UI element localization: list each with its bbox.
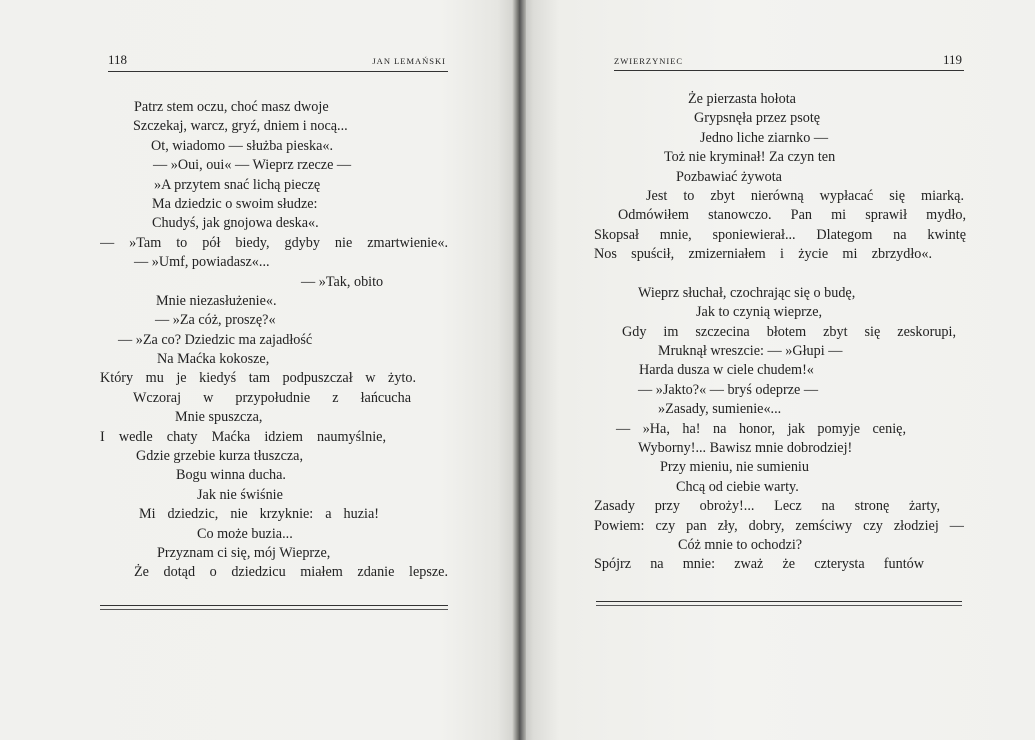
left-text-line: Gdzie grzebie kurza tłuszcza,	[136, 448, 304, 465]
left-text-line: Mi dziedzic, nie krzyknie: a huzia!	[139, 506, 379, 523]
right-text-line: Przy mieniu, nie sumieniu	[660, 459, 809, 476]
left-text-line: Na Maćka kokosze,	[157, 351, 270, 368]
left-text-line: — »Za co? Dziedzic ma zajadłość	[118, 331, 313, 348]
left-text-line: Jak nie świśnie	[197, 486, 283, 503]
right-text-line: »Zasady, sumienie«...	[658, 401, 782, 418]
right-text-line: Mruknął wreszcie: — »Głupi —	[658, 343, 843, 360]
left-text-line: »A przytem snać lichą pieczę	[154, 176, 321, 193]
right-text-line: Toż nie kryminał! Za czyn ten	[664, 149, 836, 166]
left-text-line: — »Tam to pół biedy, gdyby nie zmartwienie«.	[100, 234, 448, 251]
right-running-head	[614, 52, 962, 68]
left-text-line: Że dotąd o dziedzicu miałem zdanie lepsze.	[134, 564, 448, 581]
right-poem-text	[594, 90, 966, 575]
right-text-line: — »Ha, ha! na honor, jak pomyje cenię,	[616, 420, 906, 437]
left-text-line: Mnie niezasłużenie«.	[156, 292, 277, 309]
left-text-line: Bogu winna ducha.	[176, 467, 286, 484]
right-text-line: Że pierzasta hołota	[688, 91, 796, 107]
right-text-line: Spójrz na mnie: zważ że czterysta funtów	[594, 556, 924, 573]
left-text-line: — »Tak, obito	[301, 273, 384, 290]
right-text-line: Grypsnęła przez psotę	[694, 110, 821, 127]
left-text-line: Ot, wiadomo — służba pieska«.	[151, 137, 334, 154]
left-footer-rule	[100, 605, 448, 610]
right-text-line: Powiem: czy pan zły, dobry, zemściwy czy złodziej —	[594, 517, 964, 534]
left-text-line: Chudyś, jak gnojowa deska«.	[152, 215, 319, 232]
left-text-line: — »Umf, powiadasz«...	[134, 254, 270, 271]
right-page-number: 119	[942, 52, 962, 67]
right-text-line: Gdy im szczecina błotem zbyt się zeskorupi,	[622, 323, 956, 340]
right-text-line: Nos spuścił, zmizerniałem i życie mi zbrzydło«.	[594, 246, 932, 263]
right-text-line: Wyborny!... Bawisz mnie dobrodziej!	[638, 440, 853, 457]
book-gutter	[512, 0, 526, 740]
right-text-line: Wieprz słuchał, czochrając się o budę,	[638, 284, 856, 301]
left-poem-text	[100, 98, 448, 583]
left-text-line: Który mu je kiedyś tam podpuszczał w żyto.	[100, 370, 416, 387]
left-running-title: JAN LEMAŃSKI	[372, 56, 446, 66]
left-text-line: Wczoraj w przypołudnie z łańcucha	[133, 389, 411, 406]
right-text-line: Jak to czynią wieprze,	[696, 304, 823, 321]
left-text-line: I wedle chaty Maćka idziem naumyślnie,	[100, 428, 386, 445]
right-footer-rule	[596, 601, 962, 606]
right-text-line: Odmówiłem stanowczo. Pan mi sprawił mydło,	[618, 207, 966, 224]
right-text-line: — »Jakto?« — bryś odeprze —	[638, 381, 819, 398]
right-text-line	[594, 265, 966, 284]
right-text-line: Jest to zbyt nierówną wypłacać się miarką.	[646, 187, 964, 204]
left-text-line: — »Za cóż, proszę?«	[155, 312, 276, 329]
right-running-title: ZWIERZYNIEC	[614, 56, 684, 66]
right-text-line: Jedno liche ziarnko —	[700, 129, 829, 146]
left-running-head	[108, 52, 446, 68]
right-text-line: Chcą od ciebie warty.	[676, 478, 799, 495]
right-header-rule	[614, 70, 964, 71]
left-text-line: — »Oui, oui« — Wieprz rzecze —	[153, 157, 352, 174]
left-text-line: Co może buzia...	[197, 525, 293, 542]
left-text-line: Ma dziedzic o swoim słudze:	[152, 195, 318, 212]
right-text-line: Zasady przy obroży!... Lecz na stronę żarty,	[594, 498, 940, 515]
right-text-line: Harda dusza w ciele chudem!«	[639, 362, 814, 379]
right-text-line: Cóż mnie to ochodzi?	[678, 536, 803, 553]
left-page-number: 118	[108, 52, 128, 67]
left-text-line: Patrz stem oczu, choć masz dwoje	[134, 99, 329, 115]
left-text-line: Mnie spuszcza,	[175, 409, 263, 426]
right-text-line: Pozbawiać żywota	[676, 168, 782, 185]
left-header-rule	[108, 71, 448, 72]
right-text-line: Skopsał mnie, sponiewierał... Dlategom na kwintę	[594, 226, 966, 243]
left-text-line: Przyznam ci się, mój Wieprze,	[157, 544, 331, 561]
left-text-line: Szczekaj, warcz, gryź, dniem i nocą...	[133, 118, 348, 135]
right-page	[518, 0, 1035, 740]
